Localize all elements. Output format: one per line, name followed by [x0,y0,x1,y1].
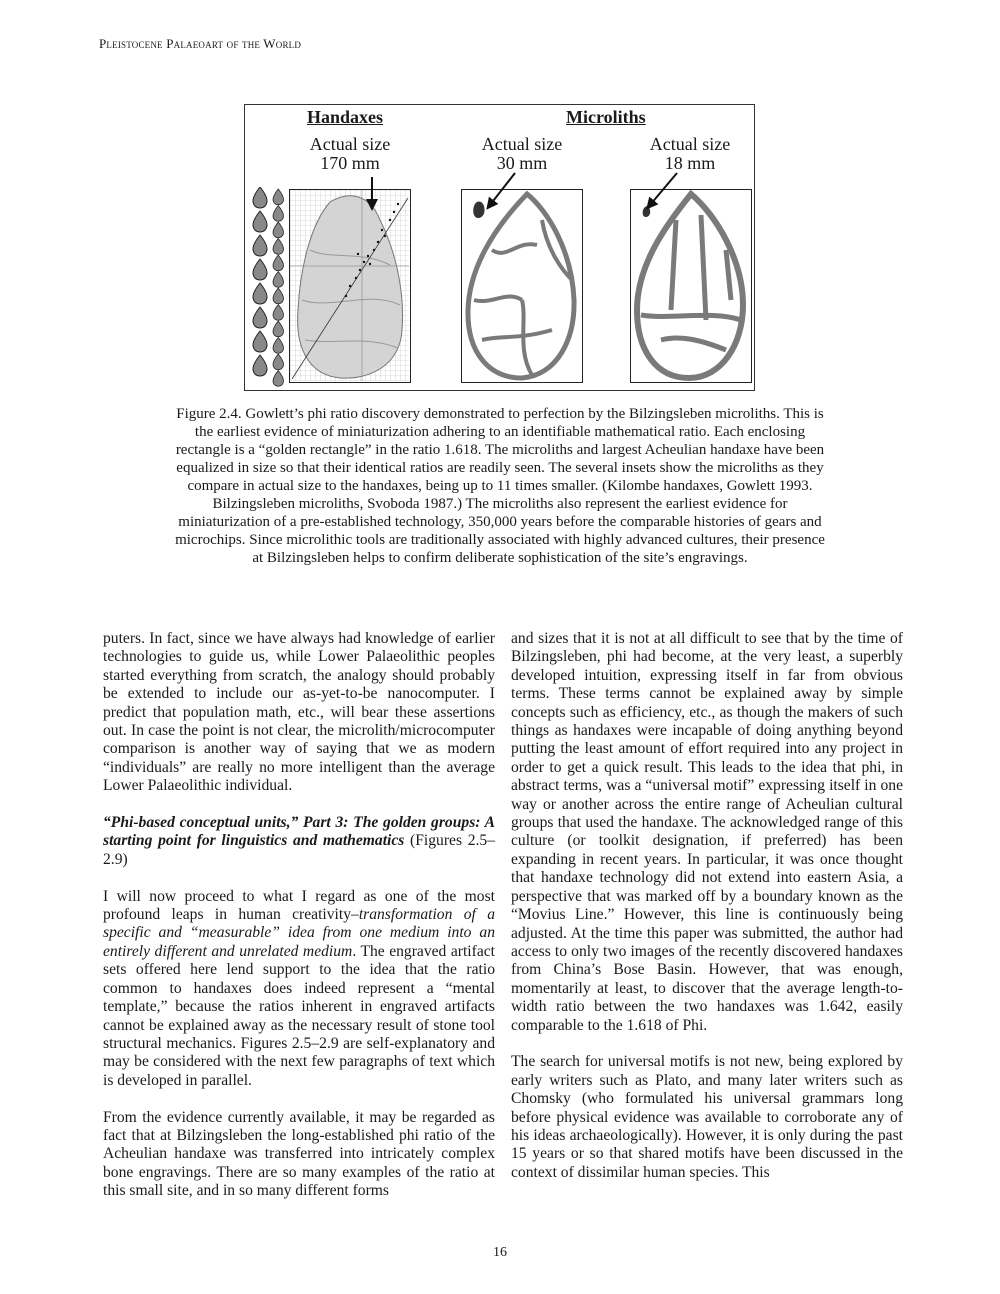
handaxes-heading: Handaxes [307,107,384,127]
running-head: Pleistocene Palaeoart of the World [99,36,302,51]
page-number: 16 [493,1245,507,1260]
microlith-18mm-size-label: Actual size 18 mm [649,134,731,173]
microlith-18mm-panel [630,189,752,383]
left-column [103,630,495,1219]
microlith-drawing-icon [631,190,750,381]
right-column [511,630,903,1201]
paragraph: I will now proceed to what I regard as one of the most profound leaps in human creativity–transformation of a specific and “measurable” idea from one medium into an entirely different and unrelated medium. The engraved artifact sets offered here lend support to the idea that the ratio common to handaxes does indeed represent a “mental template,” because the ratios inherent in engraved artifacts cannot be explained away as the necessary result of stone tool structural mechanics. Figures 2.5–2.9 are self-explanatory and may be considered with the next few paragraphs of text which is developed in parallel. [103,887,496,1089]
figure-2-4 [244,104,755,391]
paragraph: puters. In fact, since we have always had knowledge of earlier technologies to guide us, while Lower Palaeolithic peoples started everything from scratch, the analogy should probably be extended to include our as-yet-to-be nanocomputer. I predict that population math, etc., will bear these assertions out. In case the point is not clear, the microlith/microcomputer comparison is another way of saying that we as modern “individuals” are really no more intelligent than the average Lower Palaeolithic individual. [103,630,495,795]
section-subheading: “Phi-based conceptual units,” Part 3: The golden groups: A starting point for linguistics and mathematics (Figures 2.5–2.9) [103,814,496,868]
paragraph: and sizes that it is not at all difficult to see that by the time of Bilzingsleben, phi had become, at the very least, a superbly developed intuition, expressing itself in far from obvious terms. These terms cannot be explained away by simple concepts such as efficiency, etc., as though the makers of such things as handaxes were incapable of doing anything beyond putting the least amount of effort required into any project in order to get a quick result. This leads to the idea that phi, in abstract terms, was a “universal motif” expressing itself in one way or another across the entire range of Acheulian cultural groups that used the handaxe. The acknowledged range of this culture (or toolkit designation, if preferred) has been expanding in recent years. In particular, it was once thought that handaxe technology did not extend into eastern Asia, a perspective that was marked off by a boundary known as the “Movius Line.” However, this line is continuously being adjusted. At the time this paper was submitted, the author had access to only two images of the recently discovered handaxes from China’s Bose Basin. However, that was enough, momentarily at least, to discover that the average length-to-width ratio between the two handaxes was 1.642, easily comparable to the 1.618 of Phi. [511,630,903,1034]
figure-caption: Figure 2.4. Gowlett’s phi ratio discovery demonstrated to perfection by the Bilzingsleben microliths. This is the earliest evidence of miniaturization adhering to an identifiable mathematical ratio. Each enclosing rectangle is a “golden rectangle” in the ratio 1.618. The microliths and largest Acheulian handaxe have been equalized in size so that their identical ratios are readily seen. The several insets show the microliths as they compare in actual size to the handaxes, being up to 11 times smaller. (Kilombe handaxes, Gowlett 1993. Bilzingsleben microliths, Svoboda 1987.) The microliths also represent the earliest evidence for miniaturization of a pre-established technology, 350,000 years before the comparable histories of gears and microchips. Since microlithic tools are traditionally associated with highly advanced cultures, their presence at Bilzingsleben helps to confirm deliberate sophistication of the site’s engravings. [175,406,825,566]
handaxe-inset-column-icon [251,187,289,387]
handaxe-panel [289,189,411,383]
microlith-30mm-size-label: Actual size 30 mm [481,134,563,173]
microlith-30mm-panel [461,189,583,383]
microliths-heading: Microliths [566,107,646,127]
paragraph: From the evidence currently available, it may be regarded as fact that at Bilzingsleben the long-established phi ratio of the Acheulian handaxe was transferred into intricately complex bone engravings. There are so many examples of the ratio at this small site, and in so many different forms [103,1108,495,1200]
microlith-drawing-icon [462,190,581,381]
handaxe-size-label: Actual size 170 mm [309,134,391,173]
paragraph: The search for universal motifs is not new, being explored by early writers such as Plato, and many later writers such as Chomsky (who formulated his universal grammars long before physical evidence was available to corroborate any of his ideas archaeologically). However, it is only during the past 15 years or so that shared motifs have been discussed in the context of dissimilar human species. This [511,1053,903,1181]
handaxe-drawing-icon [290,190,409,381]
